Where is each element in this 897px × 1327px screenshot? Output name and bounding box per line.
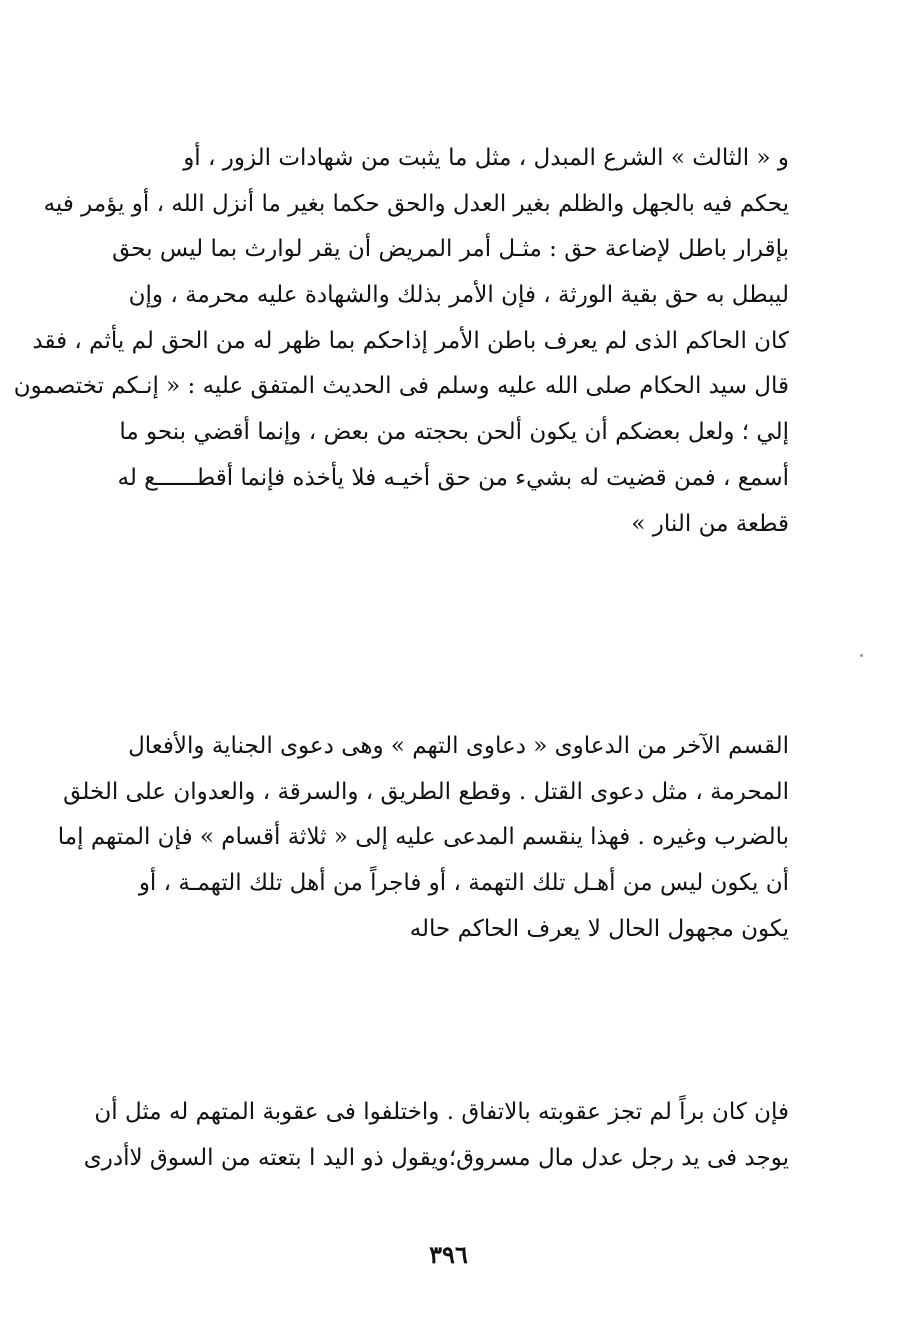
- text-line: و « الثالث » الشرع المبدل ، مثل ما يثبت من شهادات الزور ، أو: [183, 145, 789, 171]
- page-number: ٣٩٦: [429, 1240, 468, 1269]
- scan-speck: [860, 654, 863, 657]
- text-line: فإن كان براً لم تجز عقوبته بالاتفاق . واختلفوا فى عقوبة المتهم له مثل أن: [94, 1099, 789, 1125]
- text-line: كان الحاكم الذى لم يعرف باطن الأمر إذاحكم بما ظهر له من الحق لم يأثم ، فقد: [32, 327, 789, 354]
- text-line: المحرمة ، مثل دعوى القتل . وقطع الطريق ، والسرقة ، والعدوان على الخلق: [63, 778, 789, 805]
- text-line: إلي ؛ ولعل بعضكم أن يكون ألحن بحجته من بعض ، وإنما أقضي بنحو ما: [119, 419, 789, 446]
- paragraph-2: [57, 724, 789, 952]
- paragraph-3: [83, 1090, 789, 1181]
- text-line: أن يكون ليس من أهـل تلك التهمة ، أو فاجراً من أهل تلك التهمـة ، أو: [138, 870, 789, 897]
- text-line: قال سيد الحكام صلى الله عليه وسلم فى الحديث المتفق عليه : « إنـكم تختصمون: [13, 373, 789, 400]
- text-line: بإقرار باطل لإضاعة حق : مثـل أمر المريض أن يقر لوارث بما ليس بحق: [112, 236, 789, 263]
- text-line: ليبطل به حق بقية الورثة ، فإن الأمر بذلك والشهادة عليه محرمة ، وإن: [128, 282, 789, 309]
- text-line: القسم الآخر من الدعاوى « دعاوى التهم » وهى دعوى الجناية والأفعال: [128, 733, 789, 759]
- paragraph-1: [13, 136, 789, 547]
- text-line: يوجد فى يد رجل عدل مال مسروق؛ويقول ذو اليد ا بتعته من السوق لاأدرى: [83, 1144, 789, 1171]
- text-line: يكون مجهول الحال لا يعرف الحاكم حاله: [409, 915, 789, 942]
- text-line: يحكم فيه بالجهل والظلم بغير العدل والحق حكما بغير ما أنزل الله ، أو يؤمر فيه: [43, 190, 789, 217]
- text-line: بالضرب وغيره . فهذا ينقسم المدعى عليه إلى « ثلاثة أقسام » فإن المتهم إما: [57, 824, 789, 851]
- text-line: أسمع ، فمن قضيت له بشيء من حق أخيـه فلا يأخذه فإنما أقطــــــع له: [117, 464, 789, 491]
- text-line: قطعة من النار »: [631, 510, 789, 537]
